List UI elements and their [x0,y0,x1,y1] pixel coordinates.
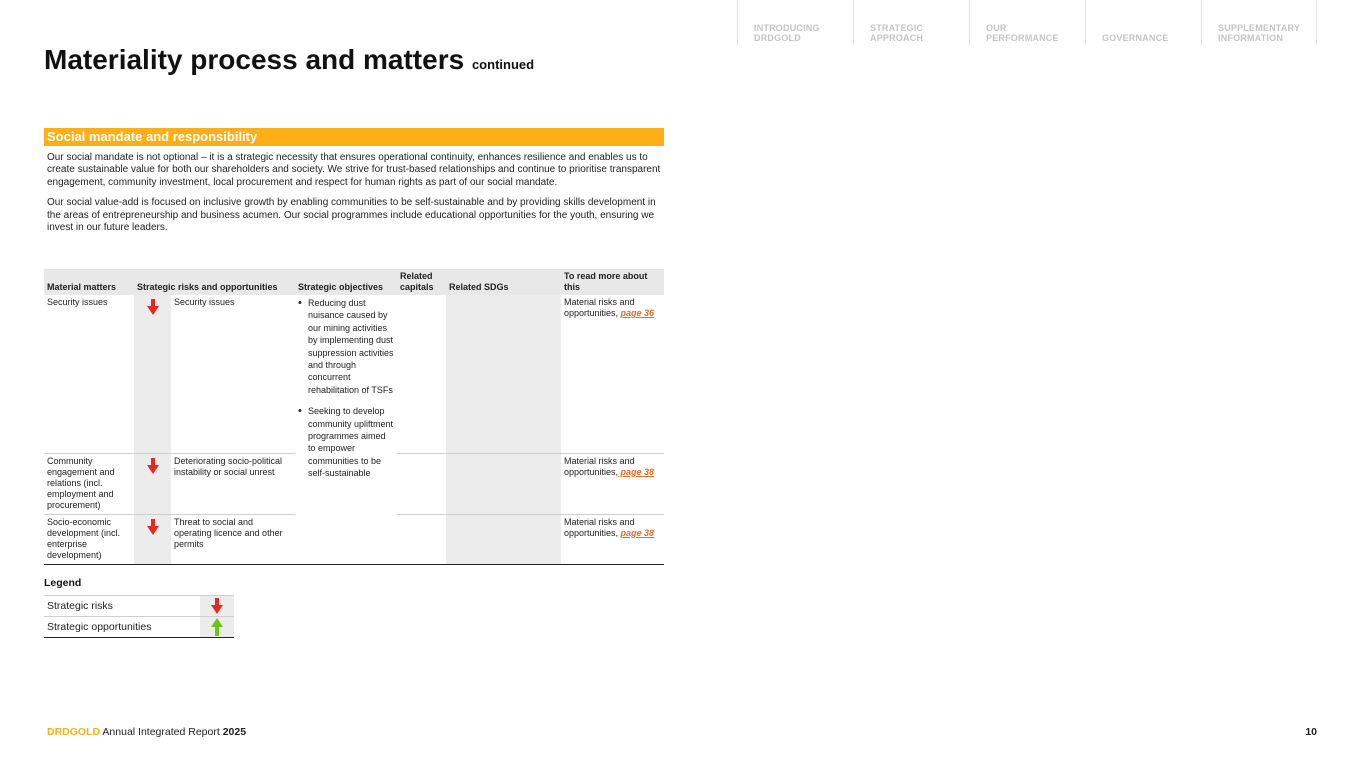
header-strategic-objectives: Strategic objectives [295,269,397,295]
header-read-more: To read more about this [561,269,664,295]
arrow-up-green-icon [211,618,223,636]
page-link[interactable]: page 38 [620,527,655,538]
page-link[interactable]: page 38 [618,466,655,477]
legend-label: Strategic opportunities [44,617,200,638]
section-heading: Social mandate and responsibility [44,128,664,146]
arrow-down-red-icon [147,458,159,474]
strategic-risk: Deteriorating socio-political instability or social unrest [171,453,295,514]
footer-report-title [47,726,246,738]
nav-label-line1: STRATEGIC [870,23,924,33]
read-more [561,453,664,514]
nav-introducing-drdgold[interactable] [737,0,853,45]
related-sdgs [446,453,561,514]
strategic-objectives-cell [295,295,397,564]
related-sdgs [446,514,561,564]
objective-item: • Seeking to develop community upliftment programmes aimed to empower communities to be self-sustainable [298,405,394,479]
nav-label-line1: INTRODUCING [754,23,820,33]
strategic-risk: Threat to social and operating licence and other permits [171,514,295,564]
material-matters-table [44,269,664,565]
legend-label: Strategic risks [44,596,200,617]
read-more [561,514,664,564]
nav-label-line1: OUR [986,23,1007,33]
arrow-down-red-icon [211,598,223,614]
objectives-list [298,297,394,480]
nav-label-line2: GOVERNANCE [1102,33,1169,43]
footer-year: 2025 [222,726,247,738]
risk-indicator [134,453,171,514]
nav-label-line2: INFORMATION [1218,33,1284,43]
section-intro [47,152,661,242]
footer-brand: DRDGOLD [47,726,101,738]
legend-table [44,595,234,638]
read-more-text: Material risks and opportunities, [564,455,635,477]
nav-our-performance[interactable] [969,0,1085,45]
nav-label-line2: DRDGOLD [754,33,801,43]
related-sdgs [446,295,561,453]
page-title [44,44,534,76]
table-header-row [44,269,664,295]
arrow-down-red-icon [147,519,159,535]
objective-item: • Reducing dust nuisance caused by our mining activities by implementing dust suppression activities and through concurrent rehabilitation of TSFs [298,297,394,396]
related-capitals [397,453,446,514]
risk-indicator [134,514,171,564]
material-matter: Security issues [44,295,134,453]
risk-indicator [134,295,171,453]
material-matter: Community engagement and relations (incl. employment and procurement) [44,453,134,514]
header-strategic-risks: Strategic risks and opportunities [134,269,295,295]
nav-governance[interactable] [1085,0,1201,45]
legend-row [44,596,234,617]
top-navigation [737,0,1317,45]
page-link[interactable]: page 36 [620,308,655,318]
page-title-text: Materiality process and matters [44,44,465,75]
nav-label-line2: APPROACH [870,33,924,43]
read-more-text: Material risks and opportunities, [564,297,635,318]
header-related-capitals: Related capitals [397,269,446,295]
header-related-sdgs: Related SDGs [446,269,561,295]
read-more-text: Material risks and opportunities, [564,516,635,538]
nav-label-line1: SUPPLEMENTARY [1218,23,1301,33]
footer-report-name: Annual Integrated Report [100,726,223,738]
material-matter: Socio-economic development (incl. enterprise development) [44,514,134,564]
legend-row [44,617,234,638]
arrow-down-red-icon [147,299,159,315]
nav-strategic-approach[interactable] [853,0,969,45]
legend-icon-cell [200,617,234,638]
strategic-risk: Security issues [171,295,295,453]
legend-title: Legend [44,577,82,589]
header-material-matters: Material matters [44,269,134,295]
related-capitals [397,295,446,453]
table-row [44,295,664,453]
page-number: 10 [1305,726,1317,738]
intro-paragraph: Our social mandate is not optional – it is a strategic necessity that ensures operational continuity, enhances resilience and enables us to create sustainable value for both our shareholders and society. We strive for trust-based relationships and continue to prioritise transparent engagement, community investment, local procurement and respect for human rights as part of our social mandate. [47,152,661,188]
read-more [561,295,664,453]
nav-supplementary-information[interactable] [1201,0,1317,45]
legend-icon-cell [200,596,234,617]
nav-label-line2: PERFORMANCE [986,33,1059,43]
page-title-suffix: continued [471,57,535,72]
intro-paragraph: Our social value-add is focused on inclusive growth by enabling communities to be self-sustainable and by providing skills development in the areas of entrepreneurship and business acumen. Our social programmes include educational opportunities for the youth, ensuring we invest in our future leaders. [47,197,656,234]
related-capitals [397,514,446,564]
